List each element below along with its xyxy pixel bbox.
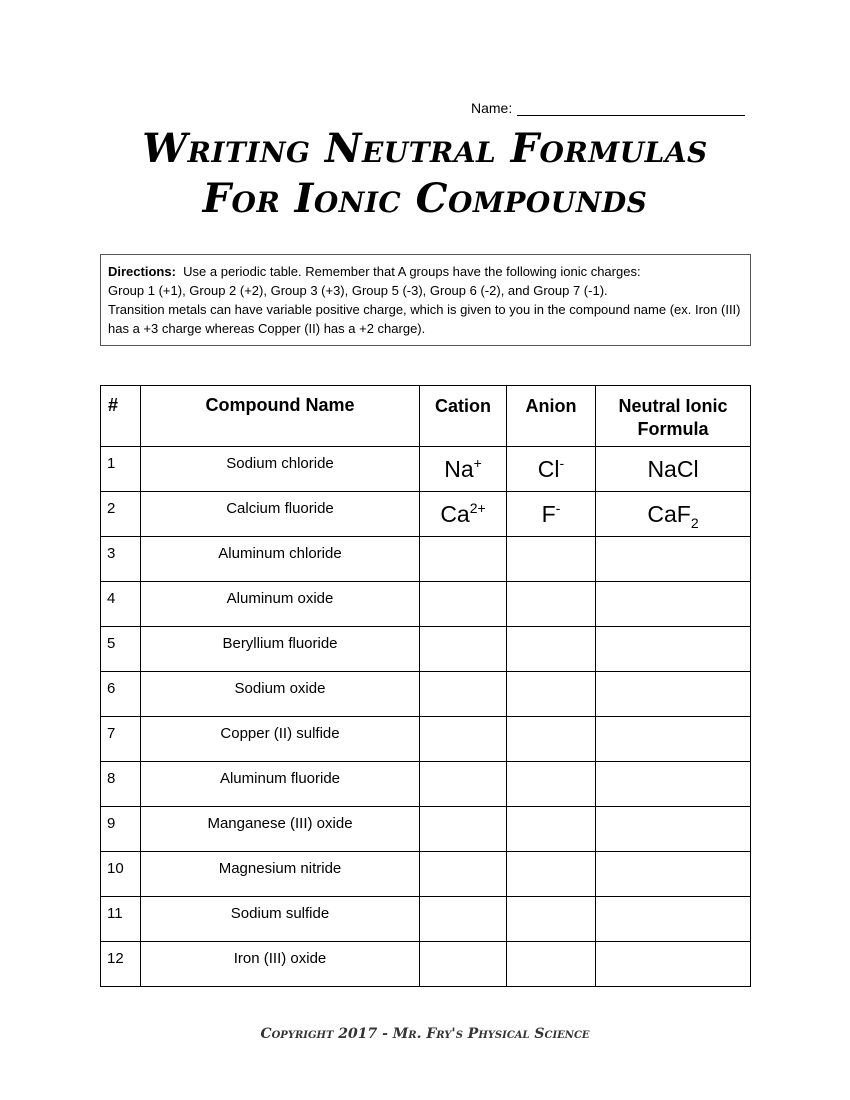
table-header-row — [101, 386, 751, 447]
table-row — [101, 717, 751, 762]
anion-cell-charge: - — [555, 500, 561, 516]
table-row — [101, 537, 751, 582]
table-row — [101, 582, 751, 627]
formula-cell[interactable] — [596, 672, 751, 717]
name-blank-line[interactable] — [517, 101, 745, 116]
cation-cell-symbol: Ca — [440, 501, 470, 527]
cation-cell[interactable] — [420, 942, 507, 987]
cation-cell-symbol: Na — [444, 456, 474, 482]
cation-cell[interactable] — [420, 582, 507, 627]
name-label: Name: — [471, 100, 513, 116]
anion-cell[interactable] — [507, 762, 596, 807]
formula-cell[interactable] — [596, 762, 751, 807]
anion-cell[interactable] — [507, 717, 596, 762]
anion-cell[interactable] — [507, 852, 596, 897]
compound-name: Sodium chloride — [141, 447, 420, 492]
directions-line-3: Transition metals can have variable positive charge, which is given to you in the compound name (ex. Iron (III) has a +3 charge whereas Copper (II) has a +2 charge). — [108, 302, 741, 336]
formula-cell — [596, 492, 751, 537]
directions-line-2: Group 1 (+1), Group 2 (+2), Group 3 (+3), Group 5 (-3), Group 6 (-2), and Group 7 (-1). — [108, 283, 608, 298]
formula-cell[interactable] — [596, 717, 751, 762]
compound-name: Aluminum fluoride — [141, 762, 420, 807]
cation-cell — [420, 492, 507, 537]
compounds-table — [100, 385, 751, 987]
title-line-2: For Ionic Compounds — [202, 175, 648, 222]
anion-cell-symbol: Cl — [537, 456, 560, 482]
table-row — [101, 807, 751, 852]
compound-name: Beryllium fluoride — [141, 627, 420, 672]
compound-name: Sodium oxide — [141, 672, 420, 717]
row-number: 1 — [101, 447, 141, 492]
formula-text: CaF — [647, 501, 691, 527]
compound-name: Copper (II) sulfide — [141, 717, 420, 762]
row-number: 10 — [101, 852, 141, 897]
formula-cell[interactable] — [596, 627, 751, 672]
anion-cell — [507, 447, 596, 492]
anion-cell-charge: - — [559, 455, 565, 471]
directions-line-1 — [108, 262, 743, 281]
anion-cell[interactable] — [507, 807, 596, 852]
directions-text-1: Use a periodic table. Remember that A groups have the following ionic charges: — [183, 264, 641, 279]
table-row — [101, 492, 751, 537]
compound-name: Manganese (III) oxide — [141, 807, 420, 852]
formula-cell[interactable] — [596, 582, 751, 627]
compound-name: Aluminum oxide — [141, 582, 420, 627]
formula-cell[interactable] — [596, 942, 751, 987]
compound-name: Aluminum chloride — [141, 537, 420, 582]
table-row — [101, 942, 751, 987]
formula-cell[interactable] — [596, 807, 751, 852]
cation-cell[interactable] — [420, 852, 507, 897]
table-row — [101, 897, 751, 942]
directions-box — [100, 254, 751, 346]
compound-name: Iron (III) oxide — [141, 942, 420, 987]
anion-cell[interactable] — [507, 627, 596, 672]
anion-cell[interactable] — [507, 582, 596, 627]
table-row — [101, 672, 751, 717]
formula-cell[interactable] — [596, 852, 751, 897]
row-number: 9 — [101, 807, 141, 852]
cation-cell[interactable] — [420, 717, 507, 762]
anion-cell[interactable] — [507, 672, 596, 717]
compound-name: Sodium sulfide — [141, 897, 420, 942]
anion-cell[interactable] — [507, 537, 596, 582]
table-row — [101, 762, 751, 807]
table-row — [101, 447, 751, 492]
anion-cell[interactable] — [507, 897, 596, 942]
compound-name: Calcium fluoride — [141, 492, 420, 537]
anion-cell-symbol: F — [541, 501, 556, 527]
header-anion: Anion — [507, 386, 596, 447]
header-num: # — [101, 386, 141, 447]
cation-cell[interactable] — [420, 672, 507, 717]
formula-cell — [596, 447, 751, 492]
row-number: 7 — [101, 717, 141, 762]
row-number: 8 — [101, 762, 141, 807]
formula-text: NaCl — [647, 456, 699, 482]
header-neutral-formula: Neutral Ionic Formula — [596, 386, 751, 447]
anion-cell[interactable] — [507, 942, 596, 987]
row-number: 12 — [101, 942, 141, 987]
directions-label: Directions: — [108, 264, 176, 279]
cation-cell[interactable] — [420, 762, 507, 807]
cation-cell-charge: + — [473, 455, 482, 471]
cation-cell-charge: 2+ — [469, 500, 486, 516]
cation-cell[interactable] — [420, 897, 507, 942]
row-number: 2 — [101, 492, 141, 537]
table-body — [101, 447, 751, 987]
header-compound-name: Compound Name — [141, 386, 420, 447]
compound-name: Magnesium nitride — [141, 852, 420, 897]
name-field-row — [471, 100, 745, 116]
row-number: 6 — [101, 672, 141, 717]
page-title — [0, 124, 850, 224]
title-line-1: Writing Neutral Formulas — [142, 125, 708, 172]
row-number: 5 — [101, 627, 141, 672]
row-number: 4 — [101, 582, 141, 627]
cation-cell[interactable] — [420, 627, 507, 672]
table-row — [101, 627, 751, 672]
cation-cell[interactable] — [420, 807, 507, 852]
row-number: 3 — [101, 537, 141, 582]
copyright-footer: Copyright 2017 - Mr. Fry's Physical Science — [260, 1026, 590, 1042]
formula-cell[interactable] — [596, 537, 751, 582]
anion-cell — [507, 492, 596, 537]
formula-cell[interactable] — [596, 897, 751, 942]
header-cation: Cation — [420, 386, 507, 447]
table-row — [101, 852, 751, 897]
row-number: 11 — [101, 897, 141, 942]
formula-subscript: 2 — [690, 515, 699, 531]
cation-cell[interactable] — [420, 537, 507, 582]
cation-cell — [420, 447, 507, 492]
